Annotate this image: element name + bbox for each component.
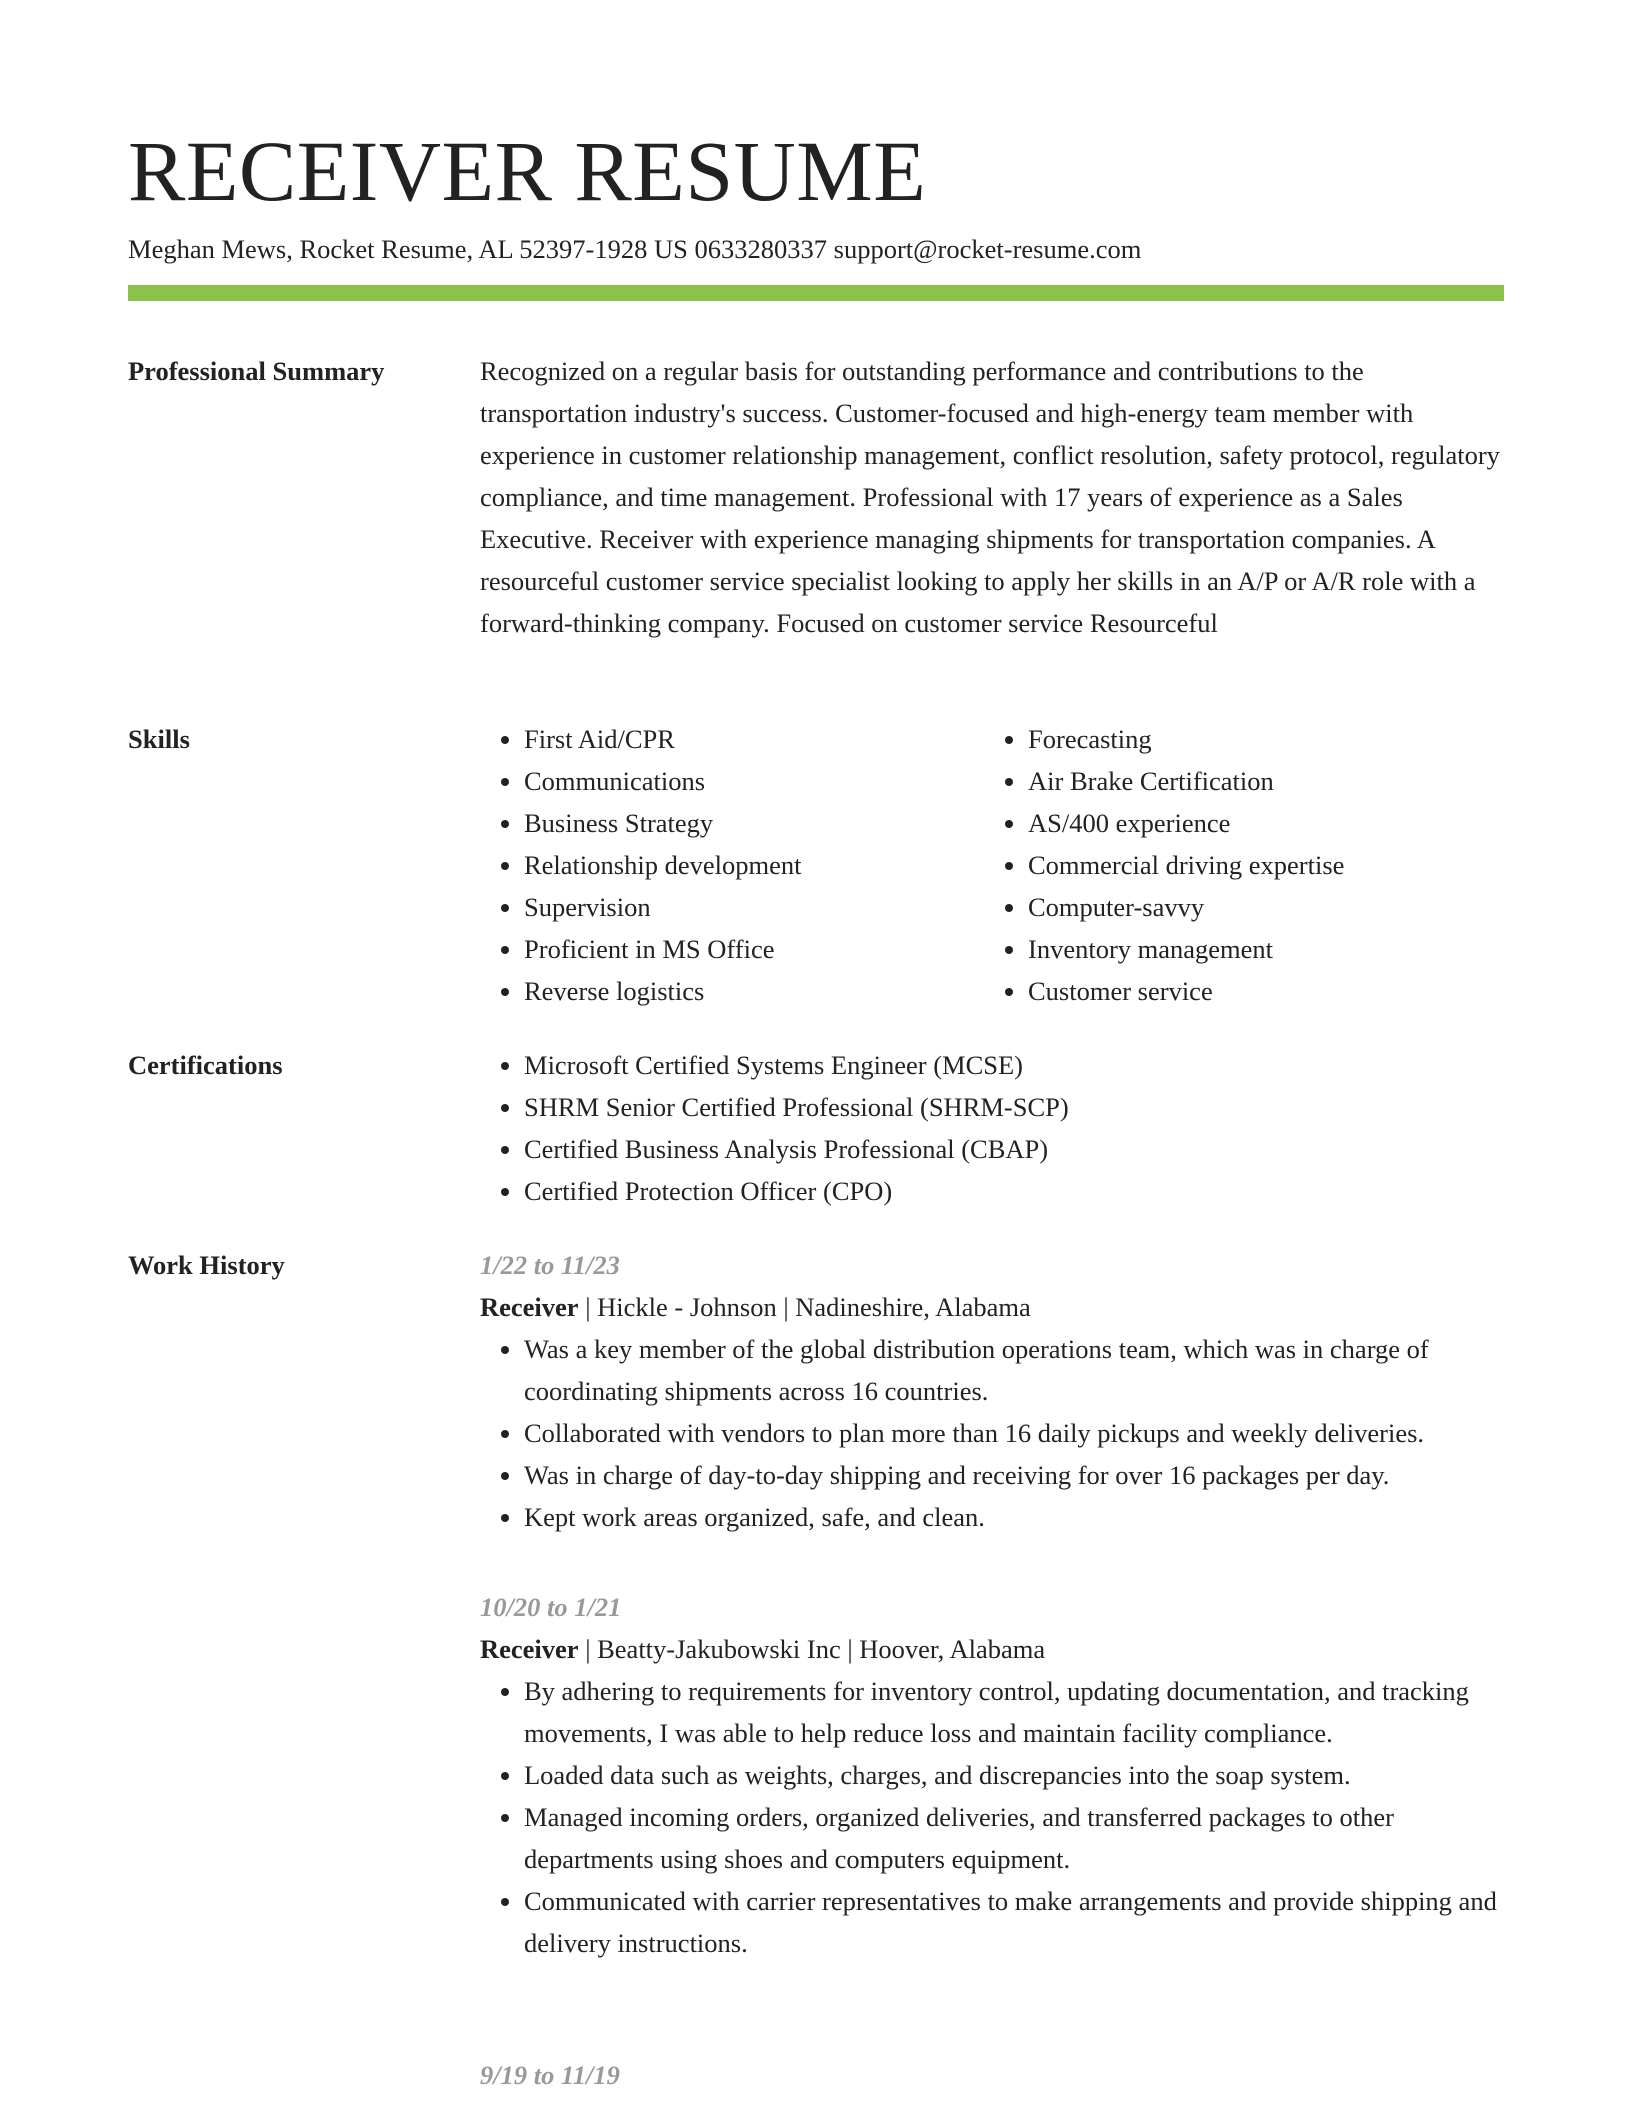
skill-item: • Commercial driving expertise bbox=[1028, 844, 1488, 886]
skills-column-left bbox=[480, 718, 984, 1012]
job-heading bbox=[480, 1286, 1504, 1328]
job-duty-item: • Communicated with carrier representatives to make arrangements and provide shipping and delivery instructions. bbox=[524, 1880, 1504, 1964]
accent-rule bbox=[128, 285, 1504, 301]
certifications-list bbox=[480, 1044, 1504, 1212]
summary-label: Professional Summary bbox=[128, 356, 385, 386]
skill-item: • Computer-savvy bbox=[1028, 886, 1488, 928]
contact-line: Meghan Mews, Rocket Resume, AL 52397-1928 US 0633280337 support@rocket-resume.com bbox=[128, 234, 1142, 264]
job-role: Receiver bbox=[480, 1292, 579, 1322]
skill-item: • Air Brake Certification bbox=[1028, 760, 1488, 802]
skill-item: • Customer service bbox=[1028, 970, 1488, 1012]
certifications-label: Certifications bbox=[128, 1050, 283, 1080]
certifications-body bbox=[480, 1044, 1504, 1212]
job-entry bbox=[480, 2054, 1504, 2096]
summary-body bbox=[480, 350, 1504, 644]
job-duty-item: • Collaborated with vendors to plan more than 16 daily pickups and weekly deliveries. bbox=[524, 1412, 1504, 1454]
skills-list-left bbox=[480, 718, 984, 1012]
skill-item: • Relationship development bbox=[524, 844, 984, 886]
certification-item: • SHRM Senior Certified Professional (SHRM-SCP) bbox=[524, 1086, 1504, 1128]
job-employer-location: | Hickle - Johnson | Nadineshire, Alabama bbox=[578, 1292, 1031, 1322]
skill-item: • Inventory management bbox=[1028, 928, 1488, 970]
skills-label: Skills bbox=[128, 724, 190, 754]
job-dates: 10/20 to 1/21 bbox=[480, 1592, 622, 1622]
skills-column-right bbox=[984, 718, 1488, 1012]
skill-item: • Reverse logistics bbox=[524, 970, 984, 1012]
summary-text: Recognized on a regular basis for outstanding performance and contributions to the transportation industry's success. Customer-focused and high-energy team member with experience in customer relationship management, conflict resolution, safety protocol, regulatory compliance, and time management. Professional with 17 years of experience as a Sales Executive. Receiver with experience managing shipments for transportation companies. A resourceful customer service specialist looking to apply her skills in an A/P or A/R role with a forward-thinking company. Focused on customer service Resourceful bbox=[480, 356, 1500, 638]
job-duties-list bbox=[480, 1670, 1504, 1964]
skill-item: • First Aid/CPR bbox=[524, 718, 984, 760]
job-duty-item: • By adhering to requirements for inventory control, updating documentation, and tracking movements, I was able to help reduce loss and maintain facility compliance. bbox=[524, 1670, 1504, 1754]
certification-item: • Certified Protection Officer (CPO) bbox=[524, 1170, 1504, 1212]
job-entry bbox=[480, 1244, 1504, 1538]
job-duty-item: • Was in charge of day-to-day shipping and receiving for over 16 packages per day. bbox=[524, 1454, 1504, 1496]
job-duty-item: • Loaded data such as weights, charges, and discrepancies into the soap system. bbox=[524, 1754, 1504, 1796]
skill-item: • Communications bbox=[524, 760, 984, 802]
job-duty-item: • Managed incoming orders, organized deliveries, and transferred packages to other departments using shoes and computers equipment. bbox=[524, 1796, 1504, 1880]
skill-item: • Forecasting bbox=[1028, 718, 1488, 760]
skill-item: • Business Strategy bbox=[524, 802, 984, 844]
job-employer-location: | Beatty-Jakubowski Inc | Hoover, Alabama bbox=[578, 1634, 1046, 1664]
job-entry bbox=[480, 1586, 1504, 1964]
resume-title: RECEIVER RESUME bbox=[128, 123, 927, 219]
skill-item: • Supervision bbox=[524, 886, 984, 928]
job-role: Receiver bbox=[480, 1634, 579, 1664]
work-history-label: Work History bbox=[128, 1250, 285, 1280]
skill-item: • Proficient in MS Office bbox=[524, 928, 984, 970]
skills-list-right bbox=[984, 718, 1488, 1012]
certification-item: • Certified Business Analysis Professional (CBAP) bbox=[524, 1128, 1504, 1170]
job-dates: 1/22 to 11/23 bbox=[480, 1250, 620, 1280]
job-dates: 9/19 to 11/19 bbox=[480, 2060, 620, 2090]
job-heading bbox=[480, 1628, 1504, 1670]
job-duty-item: • Kept work areas organized, safe, and clean. bbox=[524, 1496, 1504, 1538]
job-duties-list bbox=[480, 1328, 1504, 1538]
job-duty-item: • Was a key member of the global distribution operations team, which was in charge of coordinating shipments across 16 countries. bbox=[524, 1328, 1504, 1412]
certification-item: • Microsoft Certified Systems Engineer (MCSE) bbox=[524, 1044, 1504, 1086]
skill-item: • AS/400 experience bbox=[1028, 802, 1488, 844]
